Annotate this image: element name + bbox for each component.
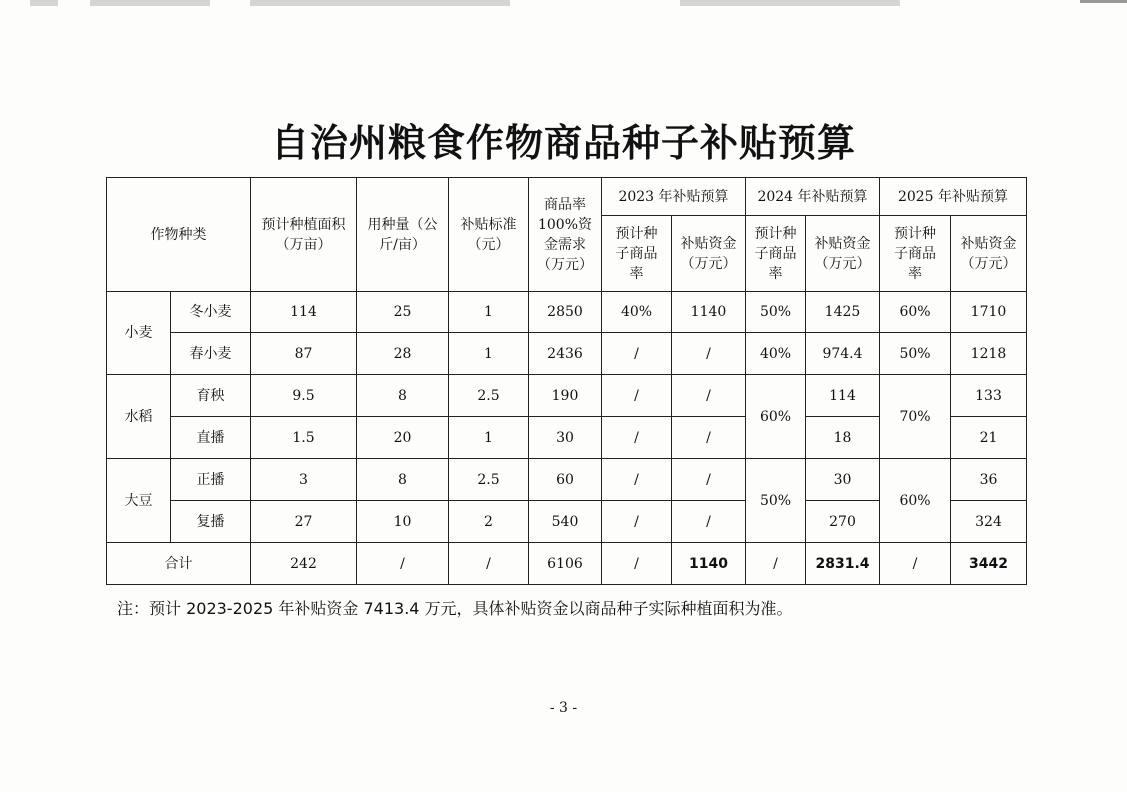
header-2025: 2025 年补贴预算 <box>880 178 1027 216</box>
crop-name: 复播 <box>171 501 251 543</box>
cell-rate-2025: 50% <box>880 333 951 375</box>
cell-demand: 2436 <box>529 333 602 375</box>
cell-funds-2024: 18 <box>806 417 880 459</box>
total-funds-2025: 3442 <box>951 543 1027 585</box>
header-2023: 2023 年补贴预算 <box>602 178 746 216</box>
header-demand: 商品率100%资金需求（万元） <box>529 178 602 292</box>
cell-rate-2025-merged: 60% <box>880 459 951 543</box>
crop-name: 直播 <box>171 417 251 459</box>
cell-funds-2023: / <box>672 375 746 417</box>
cell-funds-2024: 974.4 <box>806 333 880 375</box>
cell-demand: 2850 <box>529 292 602 333</box>
total-rate-2024: / <box>746 543 806 585</box>
cell-usage: 8 <box>357 459 449 501</box>
cell-rate-2024-merged: 50% <box>746 459 806 543</box>
cell-standard: 1 <box>449 292 529 333</box>
cell-standard: 2.5 <box>449 459 529 501</box>
group-wheat: 小麦 <box>107 292 171 375</box>
header-crop-type: 作物种类 <box>107 178 251 292</box>
table-row <box>107 333 1027 375</box>
cell-rate-2023: / <box>602 375 672 417</box>
cell-demand: 540 <box>529 501 602 543</box>
page-title: 自治州粮食作物商品种子补贴预算 <box>270 121 856 165</box>
scan-artifact <box>1080 0 1127 3</box>
cell-rate-2023: 40% <box>602 292 672 333</box>
cell-funds-2025: 1218 <box>951 333 1027 375</box>
page-number: - 3 - <box>549 700 578 716</box>
cell-rate-2023: / <box>602 333 672 375</box>
total-label: 合计 <box>107 543 251 585</box>
cell-funds-2025: 133 <box>951 375 1027 417</box>
cell-funds-2023: / <box>672 417 746 459</box>
header-2024: 2024 年补贴预算 <box>746 178 880 216</box>
cell-funds-2025: 36 <box>951 459 1027 501</box>
cell-rate-2024: 40% <box>746 333 806 375</box>
cell-funds-2023: / <box>672 459 746 501</box>
total-area: 242 <box>251 543 357 585</box>
total-row <box>107 543 1027 585</box>
cell-rate-2023: / <box>602 417 672 459</box>
subheader-rate-2025: 预计种子商品率 <box>880 216 951 292</box>
crop-name: 冬小麦 <box>171 292 251 333</box>
cell-rate-2023: / <box>602 459 672 501</box>
cell-area: 3 <box>251 459 357 501</box>
group-soybean: 大豆 <box>107 459 171 543</box>
header-area: 预计种植面积（万亩） <box>251 178 357 292</box>
cell-funds-2024: 114 <box>806 375 880 417</box>
cell-area: 87 <box>251 333 357 375</box>
subheader-rate-2023: 预计种子商品率 <box>602 216 672 292</box>
scan-artifact <box>90 0 210 6</box>
table-row <box>107 375 1027 417</box>
scan-artifact <box>250 0 510 6</box>
budget-table <box>106 177 1027 585</box>
subheader-funds-2023: 补贴资金（万元） <box>672 216 746 292</box>
cell-usage: 8 <box>357 375 449 417</box>
total-rate-2025: / <box>880 543 951 585</box>
subheader-funds-2024: 补贴资金（万元） <box>806 216 880 292</box>
subheader-funds-2025: 补贴资金（万元） <box>951 216 1027 292</box>
cell-rate-2025: 60% <box>880 292 951 333</box>
cell-usage: 28 <box>357 333 449 375</box>
cell-demand: 60 <box>529 459 602 501</box>
cell-rate-2024-merged: 60% <box>746 375 806 459</box>
scan-artifact <box>680 0 900 6</box>
cell-rate-2025-merged: 70% <box>880 375 951 459</box>
group-rice: 水稻 <box>107 375 171 459</box>
cell-area: 114 <box>251 292 357 333</box>
cell-usage: 20 <box>357 417 449 459</box>
cell-funds-2025: 21 <box>951 417 1027 459</box>
crop-name: 正播 <box>171 459 251 501</box>
table-row <box>107 459 1027 501</box>
table-row <box>107 292 1027 333</box>
cell-funds-2023: 1140 <box>672 292 746 333</box>
cell-funds-2025: 324 <box>951 501 1027 543</box>
total-demand: 6106 <box>529 543 602 585</box>
cell-standard: 2 <box>449 501 529 543</box>
header-standard: 补贴标准（元） <box>449 178 529 292</box>
crop-name: 春小麦 <box>171 333 251 375</box>
cell-funds-2024: 270 <box>806 501 880 543</box>
header-row <box>107 178 1027 216</box>
cell-funds-2024: 1425 <box>806 292 880 333</box>
cell-rate-2023: / <box>602 501 672 543</box>
total-funds-2024: 2831.4 <box>806 543 880 585</box>
cell-standard: 1 <box>449 417 529 459</box>
footnote: 注：预计 2023-2025 年补贴资金 7413.4 万元，具体补贴资金以商品种子实际种植面积为准。 <box>117 599 793 618</box>
cell-standard: 1 <box>449 333 529 375</box>
crop-name: 育秧 <box>171 375 251 417</box>
cell-area: 27 <box>251 501 357 543</box>
cell-rate-2024: 50% <box>746 292 806 333</box>
total-usage: / <box>357 543 449 585</box>
cell-funds-2023: / <box>672 501 746 543</box>
subheader-rate-2024: 预计种子商品率 <box>746 216 806 292</box>
cell-funds-2024: 30 <box>806 459 880 501</box>
cell-area: 9.5 <box>251 375 357 417</box>
cell-demand: 30 <box>529 417 602 459</box>
cell-funds-2025: 1710 <box>951 292 1027 333</box>
cell-standard: 2.5 <box>449 375 529 417</box>
total-rate-2023: / <box>602 543 672 585</box>
cell-funds-2023: / <box>672 333 746 375</box>
cell-usage: 10 <box>357 501 449 543</box>
total-funds-2023: 1140 <box>672 543 746 585</box>
total-standard: / <box>449 543 529 585</box>
cell-demand: 190 <box>529 375 602 417</box>
scan-artifact <box>30 0 58 6</box>
cell-usage: 25 <box>357 292 449 333</box>
cell-area: 1.5 <box>251 417 357 459</box>
header-seed-usage: 用种量（公斤/亩） <box>357 178 449 292</box>
